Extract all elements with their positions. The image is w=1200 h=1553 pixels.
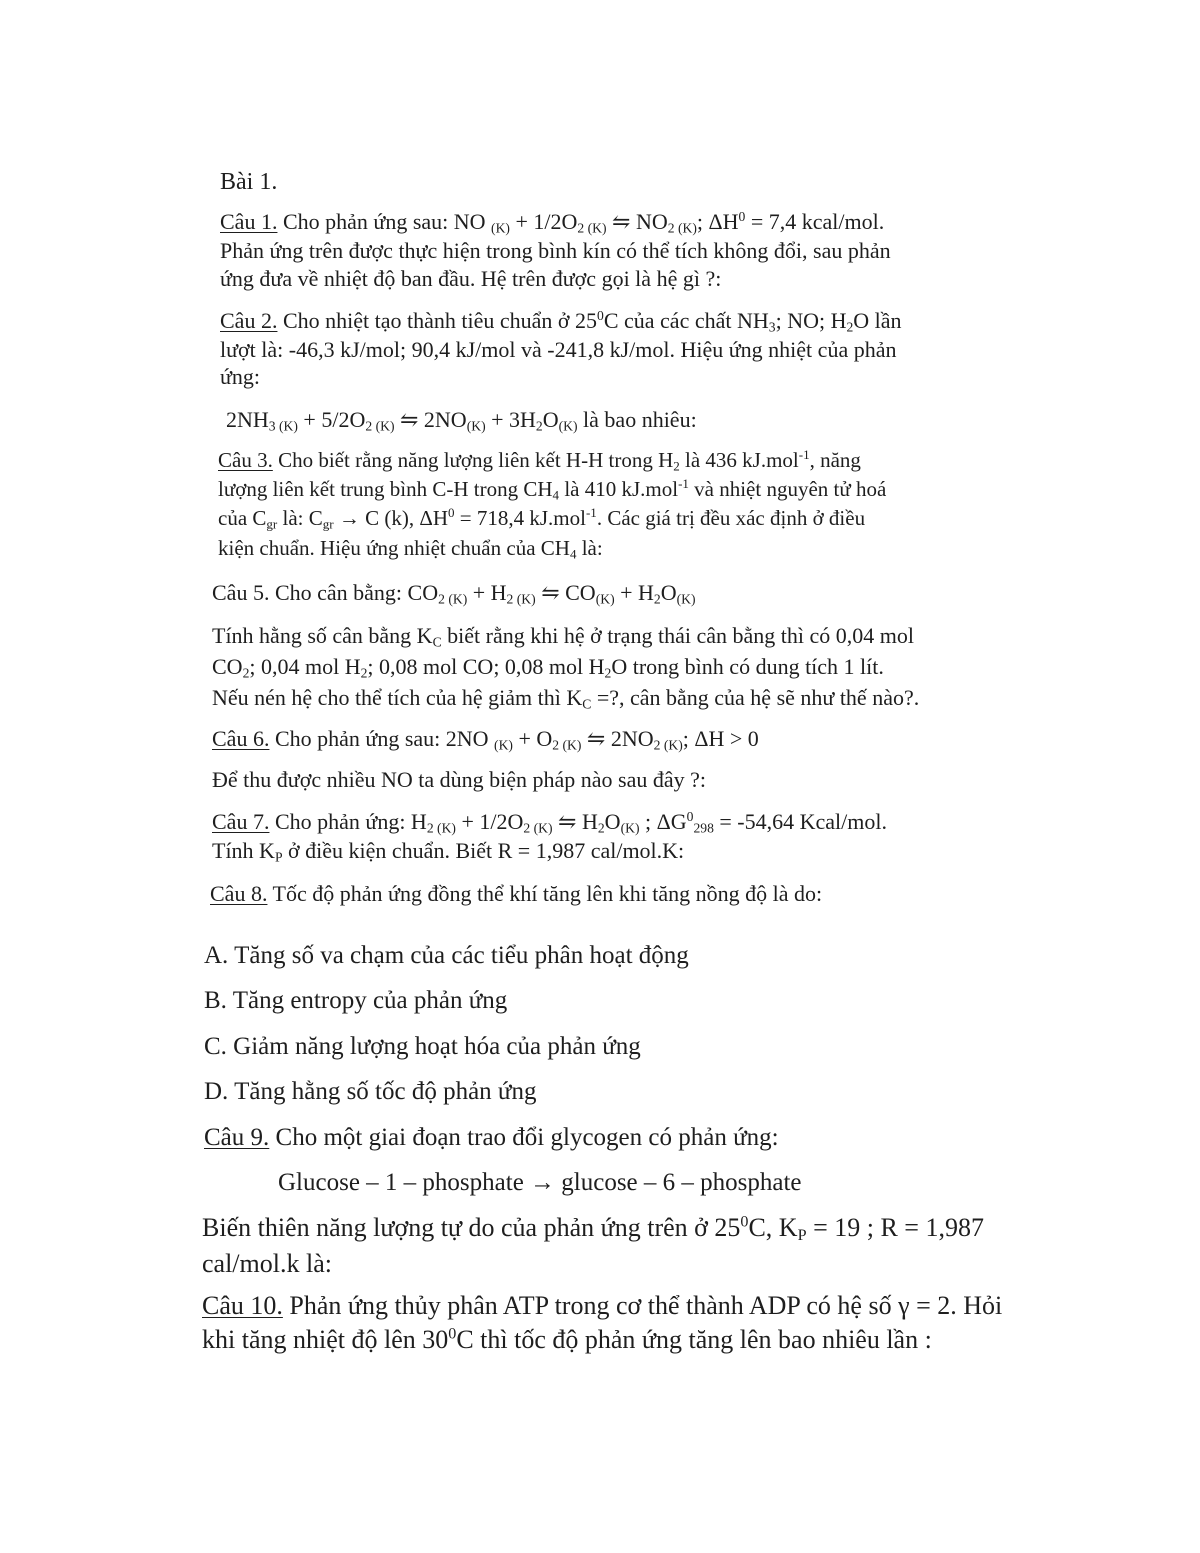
- q2-equation: $2NH_{3 (K)} + 5/2O_{2 (K)}$ ⇋ $2NO_{(K)} + 3H_2O_{(K)}$ là bao nhiêu:: [226, 407, 697, 434]
- q7-line-1: Câu 7. Cho phản ứng: $H_{2 (K)} + 1/2O_{2 (K)}$ ⇋ $H_2O_{(K)}$ ; $\Delta G^0_{298} = -54,64$ Kcal/mol.: [212, 808, 887, 836]
- q5-line-1: Câu 5. Cho cân bằng: $CO_{2 (K)} + H_{2 (K)}$ ⇋ $CO_{(K)} + H_2O_{(K)}$: [212, 580, 696, 607]
- q1-line-1: Câu 1. Cho phản ứng sau: NO $_{(K)} + 1/2O_{2 (K)}$ ⇋ $NO_{2 (K)}$; $\Delta H^0 = 7,4$ kcal/mol.: [220, 208, 885, 236]
- q9-line-2: Biến thiên năng lượng tự do của phản ứng trên ở $25^0C$, $K_P = 19$ ; R = 1,987: [202, 1213, 984, 1245]
- q1-line-3: ứng đưa về nhiệt độ ban đầu. Hệ trên được gọi là hệ gì ?:: [220, 266, 722, 291]
- q5-line-2: Tính hằng số cân bằng $K_C$ biết rằng khi hệ ở trạng thái cân bằng thì có 0,04 mol: [212, 623, 914, 650]
- q8-option-c: C. Giảm năng lượng hoạt hóa của phản ứng: [204, 1033, 641, 1060]
- exercise-title: Bài 1.: [220, 169, 278, 195]
- q6-line-2: Để thu được nhiều NO ta dùng biện pháp nào sau đây ?:: [212, 767, 706, 792]
- q8-option-b: B. Tăng entropy của phản ứng: [204, 987, 508, 1014]
- q3-line-1: Câu 3. Cho biết rằng năng lượng liên kết H-H trong $H_2$ là 436 kJ.mol$^{-1}$, năng: [218, 447, 861, 474]
- q9-equation: Glucose – 1 – phosphate → glucose – 6 – phosphate: [278, 1169, 802, 1196]
- q9-line-1: Câu 9. Cho một giai đoạn trao đổi glycogen có phản ứng:: [204, 1124, 779, 1151]
- q7-line-2: Tính $K_P$ ở điều kiện chuẩn. Biết R = 1,987 cal/mol.K:: [212, 838, 685, 865]
- q3-line-2: lượng liên kết trung bình C-H trong $CH_4$ là 410 kJ.mol$^{-1}$ và nhiệt nguyên tử hoá: [218, 476, 887, 503]
- q1-line-2: Phản ứng trên được thực hiện trong bình kín có thể tích không đổi, sau phản: [220, 238, 891, 263]
- q10-line-1: Câu 10. Phản ứng thủy phân ATP trong cơ thể thành ADP có hệ số γ = 2. Hỏi: [202, 1291, 1003, 1320]
- q8-line-1: Câu 8. Tốc độ phản ứng đồng thể khí tăng lên khi tăng nồng độ là do:: [210, 881, 823, 906]
- q8-option-a: A. Tăng số va chạm của các tiểu phân hoạt động: [204, 942, 689, 969]
- q3-line-4: kiện chuẩn. Hiệu ứng nhiệt chuẩn của $CH_4$ là:: [218, 536, 603, 562]
- q5-line-3: $CO_2$; 0,04 mol $H_2$; 0,08 mol CO; 0,08 mol $H_2O$ trong bình có dung tích 1 lít.: [212, 654, 884, 681]
- q9-line-3: cal/mol.k là:: [202, 1249, 332, 1278]
- q2-line-1: Câu 2. Cho nhiệt tạo thành tiêu chuẩn ở $25^0C$ của các chất $NH_3$; NO; $H_2O$ lần: [220, 307, 902, 335]
- q2-line-2: lượt là: -46,3 kJ/mol; 90,4 kJ/mol và -241,8 kJ/mol. Hiệu ứng nhiệt của phản: [220, 337, 897, 362]
- q5-line-4: Nếu nén hệ cho thể tích của hệ giảm thì $K_C$ =?, cân bằng của hệ sẽ như thế nào?.: [212, 685, 920, 712]
- q2-line-3: ứng:: [220, 364, 261, 389]
- q6-line-1: Câu 6. Cho phản ứng sau: 2NO $_{(K)} + O_{2 (K)}$ ⇋ $2NO_{2 (K)}$; ΔH > 0: [212, 726, 759, 753]
- q3-line-3: của $C_{gr}$ là: $C_{gr} \to C$ (k), $\Delta H^0 = 718,4$ kJ.mol$^{-1}$. Các giá trị đều xác định ở điều: [218, 505, 866, 532]
- q8-option-d: D. Tăng hằng số tốc độ phản ứng: [204, 1078, 537, 1105]
- q10-line-2: khi tăng nhiệt độ lên $30^0C$ thì tốc độ phản ứng tăng lên bao nhiêu lần :: [202, 1325, 932, 1354]
